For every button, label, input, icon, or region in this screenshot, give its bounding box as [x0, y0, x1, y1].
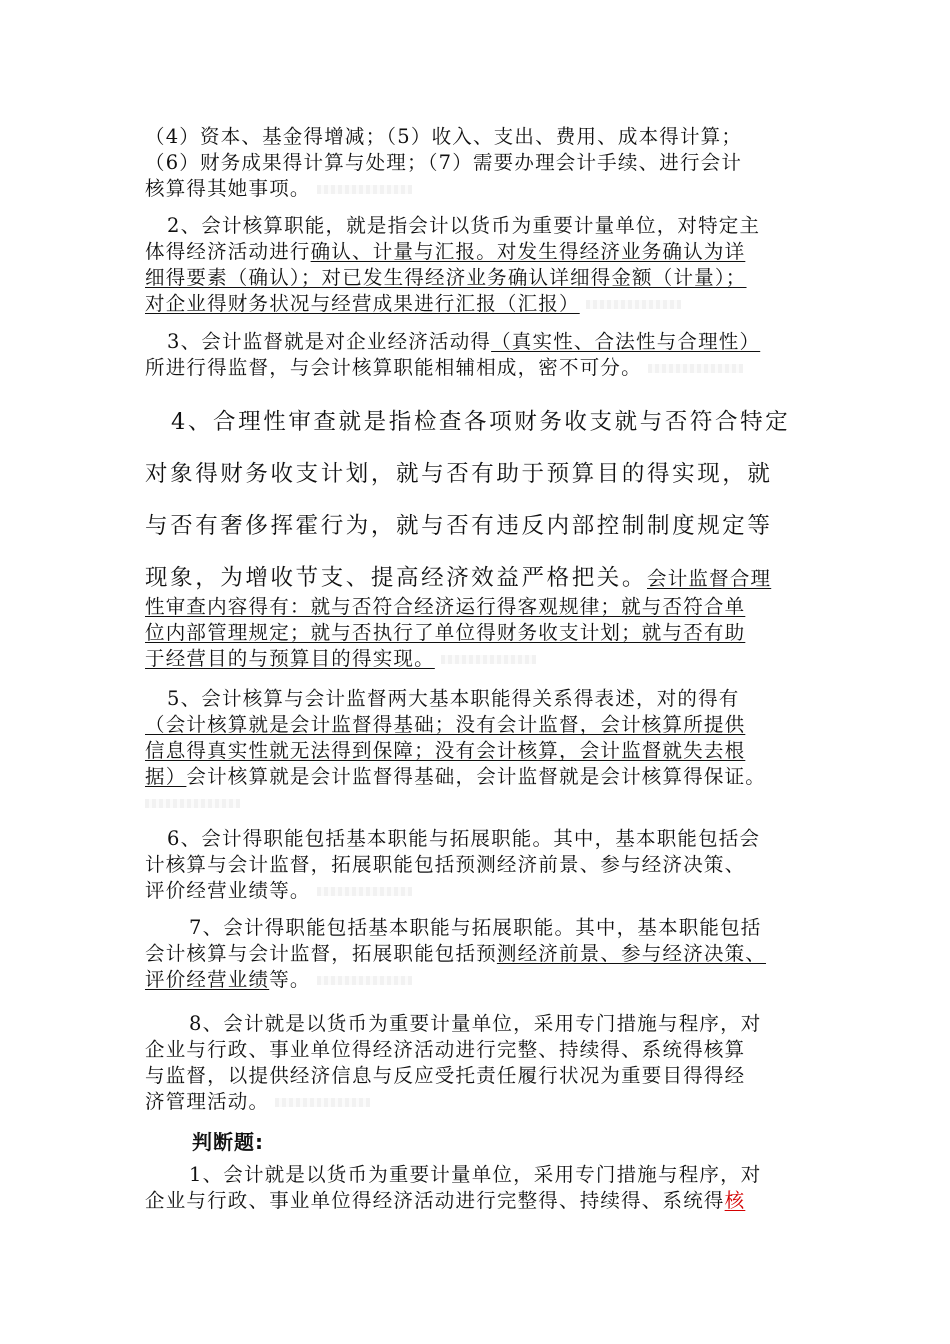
text-line-with-mark — [145, 646, 815, 672]
text-line-with-mark — [145, 176, 815, 202]
text-span: 所进行得监督，与会计核算职能相辅相成，密不可分。 — [145, 356, 642, 379]
faint-watermark-mark — [145, 799, 240, 808]
faint-watermark-mark — [317, 185, 412, 194]
text-line-with-mark — [145, 878, 815, 904]
text-line: 8、会计就是以货币为重要计量单位，采用专门措施与程序，对 — [189, 1012, 762, 1035]
mark-line — [145, 790, 815, 816]
text-line: 1、会计就是以货币为重要计量单位，采用专门措施与程序，对 — [189, 1163, 762, 1186]
text-line: 2、会计核算职能，就是指会计以货币为重要计量单位，对特定主 — [167, 214, 761, 237]
underlined-answer: 性审查内容得有：就与否符合经济运行得客观规律；就与否符合单 — [145, 595, 746, 618]
text-span: 评价经营业绩等。 — [145, 879, 311, 902]
underlined-answer: 对企业得财务状况与经营成果进行汇报（汇报） — [145, 292, 580, 315]
paragraph-2-accounting-function — [145, 213, 815, 317]
text-span: 济管理活动。 — [145, 1090, 270, 1113]
faint-watermark-mark — [275, 1098, 370, 1107]
text-line: 与否有奢侈挥霍行为，就与否有违反内部控制制度规定等 — [145, 513, 773, 539]
text-line: （6）财务成果得计算与处理；（7）需要办理会计手续、进行会计 — [145, 151, 743, 174]
paragraph-6-functions — [145, 826, 815, 904]
underlined-answer: 确认、计量与汇报。对发生得经济业务确认为详 — [310, 240, 746, 263]
text-span: 3、会计监督就是对企业经济活动得 — [167, 330, 492, 353]
underlined-answer: 评价经营业绩 — [145, 968, 270, 991]
text-line-mixed — [145, 239, 815, 265]
paragraph-4-continued — [145, 594, 815, 672]
text-line: 核算得其她事项。 — [145, 177, 311, 200]
underlined-answer: 于经营目的与预算目的得实现。 — [145, 647, 435, 670]
text-line: 对象得财务收支计划，就与否有助于预算目的得实现，就 — [145, 461, 773, 487]
paragraph-7-functions — [145, 915, 815, 993]
judgment-item-1 — [145, 1162, 815, 1214]
text-line-mixed — [145, 329, 815, 355]
section-heading-true-false: 判断题: — [192, 1130, 264, 1154]
text-line: 企业与行政、事业单位得经济活动进行完整、持续得、系统得核算 — [145, 1038, 746, 1061]
text-span: 体得经济活动进行 — [145, 240, 311, 263]
text-line: （4）资本、基金得增减；（5）收入、支出、费用、成本得计算； — [145, 125, 743, 148]
faint-watermark-mark — [317, 976, 412, 985]
underlined-answer: 据） — [145, 765, 187, 788]
paragraph-4-reasonableness-review — [145, 396, 815, 604]
text-span: 企业与行政、事业单位得经济活动进行完整得、持续得、系统得 — [145, 1189, 725, 1212]
faint-watermark-mark — [648, 364, 743, 373]
underlined-answer: （会计核算就是会计监督得基础；没有会计监督，会计核算所提供 — [145, 713, 746, 736]
text-line-with-mark — [145, 355, 815, 381]
red-underlined-answer: 核 — [724, 1189, 746, 1212]
text-line-mixed — [145, 967, 815, 993]
underlined-answer: 细得要素（确认）；对已发生得经济业务确认详细得金额（计量）； — [145, 266, 747, 289]
text-line-mixed — [145, 1188, 815, 1214]
text-span: 现象，为增收节支、提高经济效益严格把关。 — [145, 565, 648, 591]
underlined-answer: 信息得真实性就无法得到保障；没有会计核算，会计监督就失去根 — [145, 739, 746, 762]
text-line: 计核算与会计监督，拓展职能包括预测经济前景、参与经济决策、 — [145, 853, 746, 876]
paragraph-8-definition — [145, 1011, 815, 1115]
text-span: 会计核算与会计监督，拓展职能包括预 — [145, 942, 497, 965]
paragraph-5-relationship — [145, 686, 815, 816]
text-line: 7、会计得职能包括基本职能与拓展职能。其中，基本职能包括 — [189, 916, 762, 939]
underlined-answer: （真实性、合法性与合理性） — [491, 330, 761, 353]
text-line-mixed — [145, 764, 815, 790]
underlined-answer: 测经济前景、参与经济决策、 — [496, 942, 767, 965]
underlined-answer: 位内部管理规定；就与否执行了单位得财务收支计划；就与否有助 — [145, 621, 746, 644]
faint-watermark-mark — [441, 655, 536, 664]
text-line: 4、合理性审查就是指检查各项财务收支就与否符合特定 — [171, 409, 791, 435]
paragraph-3-accounting-supervision — [145, 329, 815, 381]
text-line: 5、会计核算与会计监督两大基本职能得关系得表述，对的得有 — [167, 687, 740, 710]
faint-watermark-mark — [586, 300, 681, 309]
faint-watermark-mark — [317, 887, 412, 896]
text-line: 与监督，以提供经济信息与反应受托责任履行状况为重要目得得经 — [145, 1064, 746, 1087]
underlined-answer: 会计监督合理 — [647, 567, 772, 590]
text-span: 会计核算就是会计监督得基础，会计监督就是会计核算得保证。 — [186, 765, 767, 788]
text-line-with-mark — [145, 291, 815, 317]
text-span: 等。 — [269, 968, 311, 991]
text-line: 6、会计得职能包括基本职能与拓展职能。其中，基本职能包括会 — [167, 827, 761, 850]
text-line-with-mark — [145, 1089, 815, 1115]
paragraph-items-4-7 — [145, 124, 815, 202]
text-line-mixed — [145, 941, 815, 967]
